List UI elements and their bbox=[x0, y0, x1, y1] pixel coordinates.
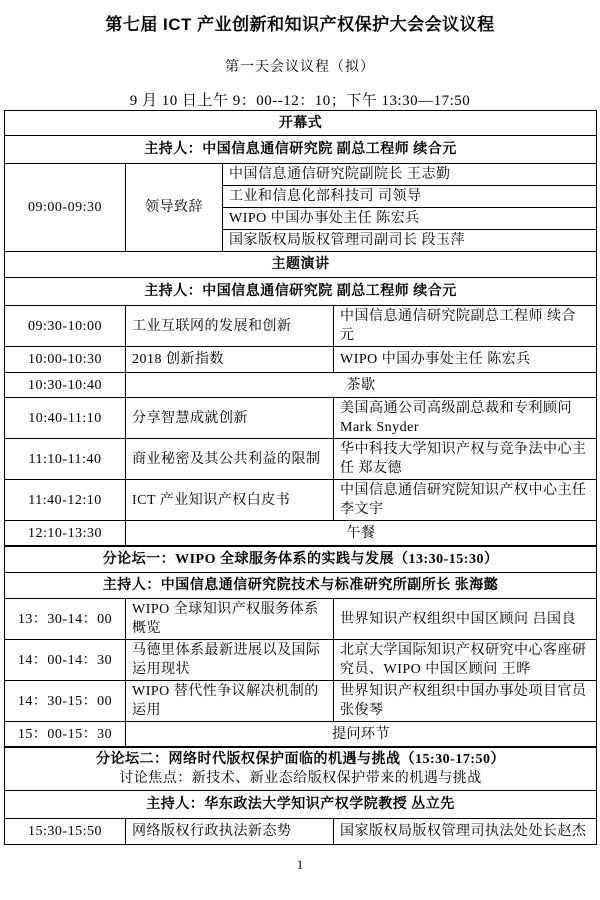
forum1-title: 分论坛一：WIPO 全球服务体系的实践与发展（13:30-15:30） bbox=[5, 547, 597, 573]
forum2-title: 分论坛二：网络时代版权保护面临的机遇与挑战（15:30-17:50） bbox=[96, 752, 506, 767]
session-time: 10:00-10:30 bbox=[5, 347, 126, 373]
session-time: 15：00-15：30 bbox=[5, 722, 126, 747]
forum2-table bbox=[4, 747, 597, 845]
forum2-focus: 讨论焦点：新技术、新业态给版权保护带来的机遇与挑战 bbox=[119, 771, 482, 786]
host-line-keynote: 主持人：中国信息通信研究院 副总工程师 续合元 bbox=[5, 278, 597, 306]
session-topic: 工业互联网的发展和创新 bbox=[126, 306, 334, 347]
session-topic: ICT 产业知识产权白皮书 bbox=[126, 480, 334, 521]
session-speaker: 国家版权局版权管理司执法处处长赵杰 bbox=[334, 819, 597, 845]
page-number: 1 bbox=[296, 857, 304, 872]
session-time: 09:30-10:00 bbox=[5, 306, 126, 347]
host-line-forum2: 主持人：华东政法大学知识产权学院教授 丛立先 bbox=[5, 791, 597, 819]
session-topic: 马德里体系最新进展以及国际运用现状 bbox=[126, 640, 334, 681]
session-topic: 网络版权行政执法新态势 bbox=[126, 819, 334, 845]
session-topic: 分享智慧成就创新 bbox=[126, 398, 334, 439]
session-speaker: 美国高通公司高级副总裁和专利顾问 Mark Snyder bbox=[334, 398, 597, 439]
session-speaker: 世界知识产权组织中国办事处项目官员张俊琴 bbox=[334, 681, 597, 722]
session-speaker: WIPO 中国办事处主任 陈宏兵 bbox=[223, 208, 597, 230]
session-speaker: 中国信息通信研究院副院长 王志勤 bbox=[223, 164, 597, 186]
session-time: 11:10-11:40 bbox=[5, 439, 126, 480]
session-topic: 领导致辞 bbox=[126, 164, 223, 252]
session-topic: 2018 创新指数 bbox=[126, 347, 334, 373]
session-time: 13：30-14：00 bbox=[5, 599, 126, 640]
session-speaker: 世界知识产权组织中国区顾问 吕国良 bbox=[334, 599, 597, 640]
doc-title: 第七届 ICT 产业创新和知识产权保护大会会议议程 bbox=[105, 15, 495, 34]
qa-label: 提问环节 bbox=[126, 722, 597, 747]
session-time: 14：00-14：30 bbox=[5, 640, 126, 681]
session-topic: 商业秘密及其公共利益的限制 bbox=[126, 439, 334, 480]
session-time: 12:10-13:30 bbox=[5, 521, 126, 546]
session-speaker: 中国信息通信研究院知识产权中心主任李文宇 bbox=[334, 480, 597, 521]
section-title-keynote: 主题演讲 bbox=[5, 252, 597, 278]
session-speaker: 中国信息通信研究院副总工程师 续合元 bbox=[334, 306, 597, 347]
session-time: 15:30-15:50 bbox=[5, 819, 126, 845]
forum2-header-cell bbox=[5, 748, 597, 791]
session-speaker: 工业和信息化部科技司 司领导 bbox=[223, 186, 597, 208]
session-speaker: 国家版权局版权管理司副司长 段玉萍 bbox=[223, 230, 597, 252]
session-time: 11:40-12:10 bbox=[5, 480, 126, 521]
lunch-label: 午餐 bbox=[126, 521, 597, 546]
break-label: 茶歇 bbox=[126, 373, 597, 398]
doc-date-line: 9 月 10 日上午 9：00--12：10；下午 13:30—17:50 bbox=[129, 93, 471, 109]
host-line-forum1: 主持人：中国信息通信研究院技术与标准研究所副所长 张海懿 bbox=[5, 573, 597, 599]
session-topic: WIPO 替代性争议解决机制的运用 bbox=[126, 681, 334, 722]
forum1-table bbox=[4, 546, 597, 747]
session-speaker: 华中科技大学知识产权与竞争法中心主任 郑友德 bbox=[334, 439, 597, 480]
session-time: 14：30-15：00 bbox=[5, 681, 126, 722]
session-speaker: 北京大学国际知识产权研究中心客座研究员、WIPO 中国区顾问 王晔 bbox=[334, 640, 597, 681]
host-line-opening: 主持人：中国信息通信研究院 副总工程师 续合元 bbox=[5, 136, 597, 164]
session-speaker: WIPO 中国办事处主任 陈宏兵 bbox=[334, 347, 597, 373]
doc-subtitle: 第一天会议议程（拟） bbox=[225, 60, 375, 75]
section-title-opening: 开幕式 bbox=[5, 111, 597, 136]
session-time: 10:40-11:10 bbox=[5, 398, 126, 439]
session-topic: WIPO 全球知识产权服务体系概览 bbox=[126, 599, 334, 640]
session-time: 10:30-10:40 bbox=[5, 373, 126, 398]
main-agenda-table bbox=[4, 110, 597, 546]
session-time: 09:00-09:30 bbox=[5, 164, 126, 252]
